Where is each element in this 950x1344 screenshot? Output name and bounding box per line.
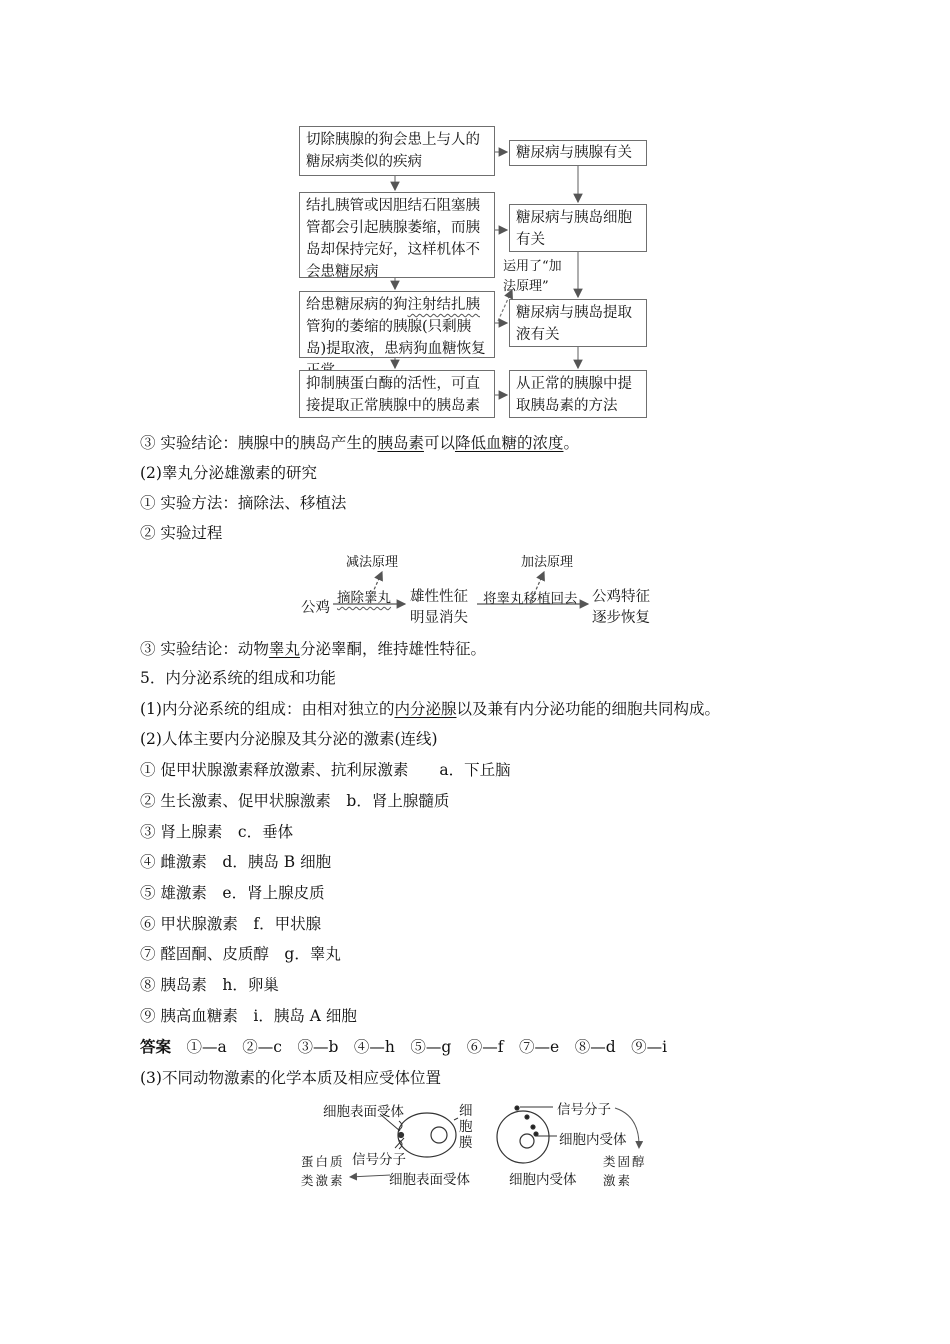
- cell-label-steroid-1: 类固醇: [603, 1154, 647, 1169]
- flow-box-left-2: 结扎胰管或因胆结石阻塞胰管都会引起胰腺萎缩，而胰岛却保持完好，这样机体不会患糖尿病: [299, 192, 495, 278]
- process-principle-1: 减法原理: [346, 555, 399, 570]
- pair-4: ④ 雌激素 d．胰岛 B 细胞: [140, 853, 332, 871]
- pair-7: ⑦ 醛固酮、皮质醇 g．睾丸: [140, 945, 341, 963]
- process-end-2: 逐步恢复: [592, 610, 650, 626]
- flow-note-line1: 运用了“加: [503, 259, 562, 274]
- section-testis: (2)睾丸分泌雄激素的研究: [140, 464, 317, 482]
- composition: (1)内分泌系统的组成：由相对独立的内分泌腺以及兼有内分泌功能的细胞共同构成。: [140, 700, 720, 718]
- process-end-1: 公鸡特征: [592, 589, 650, 605]
- process-step-1: 摘除睾丸: [337, 590, 391, 606]
- pair-3: ③ 肾上腺素 c．垂体: [140, 823, 294, 841]
- pair-9: ⑨ 胰高血糖素 i．胰岛 A 细胞: [140, 1007, 357, 1025]
- cell-label-protein-1: 蛋白质: [301, 1154, 345, 1169]
- cell-label-membrane-2: 胞: [459, 1119, 473, 1135]
- pair-5: ⑤ 雄激素 e．肾上腺皮质: [140, 884, 325, 902]
- method: ① 实验方法：摘除法、移植法: [140, 494, 347, 512]
- process-mid-2: 明显消失: [410, 610, 468, 626]
- cell-label-surface-receptor: 细胞表面受体: [323, 1104, 404, 1120]
- cell-label-membrane-3: 膜: [459, 1135, 473, 1151]
- answer-label: 答案: [140, 1037, 172, 1056]
- pair-1: ① 促甲状腺激素释放激素、抗利尿激素 a．下丘脑: [140, 761, 511, 779]
- cell-label-membrane-1: 细: [459, 1103, 473, 1119]
- pair-6: ⑥ 甲状腺激素 f．甲状腺: [140, 915, 322, 933]
- cell-label-intracellular-receptor: 细胞内受体: [559, 1132, 627, 1148]
- flow-box-right-1: 糖尿病与胰腺有关: [509, 140, 647, 166]
- pair-2: ② 生长激素、促甲状腺激素 b．肾上腺髓质: [140, 792, 450, 810]
- cell-label-intracellular-bottom: 细胞内受体: [509, 1172, 577, 1188]
- cell-label-surface-receptor-bottom: 细胞表面受体: [389, 1172, 470, 1188]
- flow-box-left-4: 抑制胰蛋白酶的活性，可直接提取正常胰腺中的胰岛素: [299, 370, 495, 418]
- pair-8: ⑧ 胰岛素 h．卵巢: [140, 976, 279, 994]
- cell-label-protein-2: 类激素: [301, 1173, 345, 1188]
- flow-box-right-3: 糖尿病与胰岛提取液有关: [509, 299, 647, 347]
- glands-heading: (2)人体主要内分泌腺及其分泌的激素(连线): [140, 730, 438, 748]
- receptor-heading: (3)不同动物激素的化学本质及相应受体位置: [140, 1069, 441, 1087]
- process-heading: ② 实验过程: [140, 524, 223, 542]
- cell-label-signal: 信号分子: [352, 1152, 406, 1168]
- cell-label-signal-right: 信号分子: [557, 1102, 611, 1118]
- answer-text: ①—a ②—c ③—b ④—h ⑤—g ⑥—f ⑦—e ⑧—d ⑨—i: [186, 1038, 668, 1056]
- flow-box-right-4: 从正常的胰腺中提取胰岛素的方法: [509, 370, 647, 418]
- flow-box-right-2: 糖尿病与胰岛细胞有关: [509, 204, 647, 252]
- conclusion-1: ③ 实验结论：胰腺中的胰岛产生的胰岛素可以降低血糖的浓度。: [140, 434, 579, 452]
- flow-note-line2: 法原理”: [503, 279, 549, 294]
- process-step-2: 将睾丸移植回去: [483, 591, 578, 607]
- process-mid-1: 雄性性征: [410, 589, 468, 605]
- flow-box-left-3: 给患糖尿病的狗注射结扎胰管狗的萎缩的胰腺(只剩胰岛)提取液，患病狗血糖恢复: [299, 291, 495, 358]
- section-5: 5．内分泌系统的组成和功能: [140, 669, 336, 687]
- flow-box-left-1: 切除胰腺的狗会患上与人的糖尿病类似的疾病: [299, 126, 495, 176]
- process-principle-2: 加法原理: [521, 555, 574, 570]
- answer: [140, 1036, 667, 1058]
- process-start: 公鸡: [301, 600, 330, 616]
- conclusion-2: ③ 实验结论：动物睾丸分泌睾酮，维持雄性特征。: [140, 640, 486, 658]
- cell-label-steroid-2: 激素: [603, 1173, 633, 1188]
